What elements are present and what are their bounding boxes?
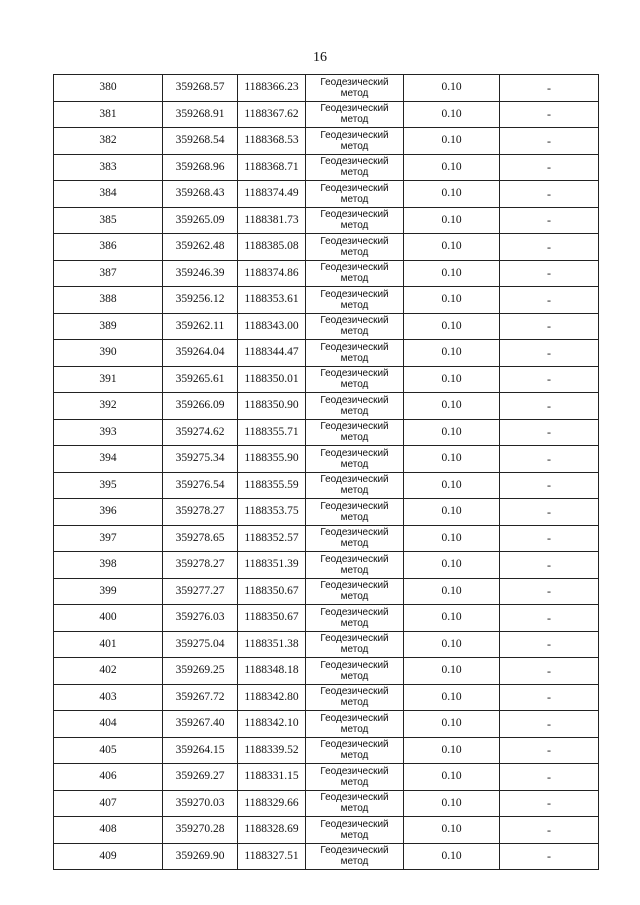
point-number-cell: 395: [54, 472, 163, 499]
method-cell: Геодезический метод: [306, 393, 404, 420]
description-cell: -: [500, 658, 599, 685]
accuracy-cell: 0.10: [404, 790, 500, 817]
method-cell: Геодезический метод: [306, 790, 404, 817]
point-number-cell: 409: [54, 843, 163, 870]
point-number-cell: 404: [54, 711, 163, 738]
table-row: [54, 366, 599, 393]
point-number-cell: 381: [54, 101, 163, 128]
description-cell: -: [500, 366, 599, 393]
method-cell: Геодезический метод: [306, 260, 404, 287]
y-coordinate-cell: 1188381.73: [238, 207, 306, 234]
point-number-cell: 384: [54, 181, 163, 208]
table-row: [54, 154, 599, 181]
accuracy-cell: 0.10: [404, 287, 500, 314]
description-cell: -: [500, 446, 599, 473]
method-cell: Геодезический метод: [306, 287, 404, 314]
method-cell: Геодезический метод: [306, 419, 404, 446]
page-number: 16: [313, 50, 327, 65]
accuracy-cell: 0.10: [404, 128, 500, 155]
x-coordinate-cell: 359275.34: [163, 446, 238, 473]
point-number-cell: 408: [54, 817, 163, 844]
coordinates-table: [53, 74, 599, 870]
method-cell: Геодезический метод: [306, 181, 404, 208]
accuracy-cell: 0.10: [404, 101, 500, 128]
y-coordinate-cell: 1188339.52: [238, 737, 306, 764]
description-cell: -: [500, 605, 599, 632]
x-coordinate-cell: 359276.54: [163, 472, 238, 499]
table-row: [54, 711, 599, 738]
description-cell: -: [500, 260, 599, 287]
description-cell: -: [500, 631, 599, 658]
point-number-cell: 385: [54, 207, 163, 234]
x-coordinate-cell: 359270.03: [163, 790, 238, 817]
accuracy-cell: 0.10: [404, 366, 500, 393]
x-coordinate-cell: 359266.09: [163, 393, 238, 420]
method-cell: Геодезический метод: [306, 446, 404, 473]
y-coordinate-cell: 1188331.15: [238, 764, 306, 791]
description-cell: -: [500, 181, 599, 208]
point-number-cell: 397: [54, 525, 163, 552]
table-row: [54, 393, 599, 420]
x-coordinate-cell: 359268.91: [163, 101, 238, 128]
y-coordinate-cell: 1188329.66: [238, 790, 306, 817]
accuracy-cell: 0.10: [404, 181, 500, 208]
x-coordinate-cell: 359275.04: [163, 631, 238, 658]
accuracy-cell: 0.10: [404, 340, 500, 367]
table-row: [54, 472, 599, 499]
point-number-cell: 402: [54, 658, 163, 685]
method-cell: Геодезический метод: [306, 525, 404, 552]
table-row: [54, 790, 599, 817]
y-coordinate-cell: 1188350.67: [238, 578, 306, 605]
y-coordinate-cell: 1188328.69: [238, 817, 306, 844]
method-cell: Геодезический метод: [306, 764, 404, 791]
table-row: [54, 605, 599, 632]
point-number-cell: 390: [54, 340, 163, 367]
method-cell: Геодезический метод: [306, 552, 404, 579]
accuracy-cell: 0.10: [404, 737, 500, 764]
method-cell: Геодезический метод: [306, 234, 404, 261]
table-row: [54, 207, 599, 234]
method-cell: Геодезический метод: [306, 817, 404, 844]
accuracy-cell: 0.10: [404, 552, 500, 579]
description-cell: -: [500, 207, 599, 234]
y-coordinate-cell: 1188355.71: [238, 419, 306, 446]
description-cell: -: [500, 340, 599, 367]
accuracy-cell: 0.10: [404, 207, 500, 234]
y-coordinate-cell: 1188343.00: [238, 313, 306, 340]
description-cell: -: [500, 525, 599, 552]
y-coordinate-cell: 1188368.71: [238, 154, 306, 181]
accuracy-cell: 0.10: [404, 631, 500, 658]
x-coordinate-cell: 359267.40: [163, 711, 238, 738]
accuracy-cell: 0.10: [404, 419, 500, 446]
x-coordinate-cell: 359262.11: [163, 313, 238, 340]
y-coordinate-cell: 1188355.90: [238, 446, 306, 473]
table-row: [54, 234, 599, 261]
table-row: [54, 684, 599, 711]
x-coordinate-cell: 359265.09: [163, 207, 238, 234]
accuracy-cell: 0.10: [404, 605, 500, 632]
table-row: [54, 578, 599, 605]
y-coordinate-cell: 1188350.67: [238, 605, 306, 632]
table-row: [54, 75, 599, 102]
point-number-cell: 403: [54, 684, 163, 711]
method-cell: Геодезический метод: [306, 658, 404, 685]
table-row: [54, 419, 599, 446]
method-cell: Геодезический метод: [306, 472, 404, 499]
description-cell: -: [500, 393, 599, 420]
description-cell: -: [500, 552, 599, 579]
accuracy-cell: 0.10: [404, 711, 500, 738]
description-cell: -: [500, 287, 599, 314]
y-coordinate-cell: 1188374.49: [238, 181, 306, 208]
table-row: [54, 128, 599, 155]
description-cell: -: [500, 128, 599, 155]
point-number-cell: 393: [54, 419, 163, 446]
point-number-cell: 398: [54, 552, 163, 579]
table-row: [54, 340, 599, 367]
table-row: [54, 525, 599, 552]
point-number-cell: 407: [54, 790, 163, 817]
table-row: [54, 287, 599, 314]
point-number-cell: 387: [54, 260, 163, 287]
accuracy-cell: 0.10: [404, 393, 500, 420]
x-coordinate-cell: 359276.03: [163, 605, 238, 632]
table-row: [54, 446, 599, 473]
table-row: [54, 843, 599, 870]
x-coordinate-cell: 359269.27: [163, 764, 238, 791]
accuracy-cell: 0.10: [404, 234, 500, 261]
y-coordinate-cell: 1188350.90: [238, 393, 306, 420]
y-coordinate-cell: 1188385.08: [238, 234, 306, 261]
description-cell: -: [500, 790, 599, 817]
table-row: [54, 499, 599, 526]
y-coordinate-cell: 1188350.01: [238, 366, 306, 393]
description-cell: -: [500, 101, 599, 128]
point-number-cell: 380: [54, 75, 163, 102]
y-coordinate-cell: 1188352.57: [238, 525, 306, 552]
accuracy-cell: 0.10: [404, 525, 500, 552]
accuracy-cell: 0.10: [404, 764, 500, 791]
y-coordinate-cell: 1188353.61: [238, 287, 306, 314]
coordinates-table-body: [54, 75, 599, 870]
point-number-cell: 386: [54, 234, 163, 261]
method-cell: Геодезический метод: [306, 128, 404, 155]
point-number-cell: 391: [54, 366, 163, 393]
description-cell: -: [500, 764, 599, 791]
point-number-cell: 400: [54, 605, 163, 632]
method-cell: Геодезический метод: [306, 154, 404, 181]
x-coordinate-cell: 359268.54: [163, 128, 238, 155]
table-row: [54, 817, 599, 844]
point-number-cell: 382: [54, 128, 163, 155]
table-row: [54, 658, 599, 685]
x-coordinate-cell: 359268.96: [163, 154, 238, 181]
point-number-cell: 399: [54, 578, 163, 605]
x-coordinate-cell: 359278.27: [163, 499, 238, 526]
y-coordinate-cell: 1188351.38: [238, 631, 306, 658]
y-coordinate-cell: 1188351.39: [238, 552, 306, 579]
description-cell: -: [500, 313, 599, 340]
description-cell: -: [500, 499, 599, 526]
table-row: [54, 181, 599, 208]
method-cell: Геодезический метод: [306, 75, 404, 102]
y-coordinate-cell: 1188344.47: [238, 340, 306, 367]
method-cell: Геодезический метод: [306, 684, 404, 711]
table-row: [54, 552, 599, 579]
y-coordinate-cell: 1188367.62: [238, 101, 306, 128]
x-coordinate-cell: 359278.27: [163, 552, 238, 579]
accuracy-cell: 0.10: [404, 446, 500, 473]
table-row: [54, 737, 599, 764]
table-row: [54, 101, 599, 128]
accuracy-cell: 0.10: [404, 154, 500, 181]
point-number-cell: 396: [54, 499, 163, 526]
x-coordinate-cell: 359269.25: [163, 658, 238, 685]
accuracy-cell: 0.10: [404, 817, 500, 844]
accuracy-cell: 0.10: [404, 260, 500, 287]
point-number-cell: 383: [54, 154, 163, 181]
accuracy-cell: 0.10: [404, 684, 500, 711]
point-number-cell: 394: [54, 446, 163, 473]
x-coordinate-cell: 359274.62: [163, 419, 238, 446]
method-cell: Геодезический метод: [306, 737, 404, 764]
description-cell: -: [500, 711, 599, 738]
x-coordinate-cell: 359269.90: [163, 843, 238, 870]
method-cell: Геодезический метод: [306, 631, 404, 658]
method-cell: Геодезический метод: [306, 605, 404, 632]
x-coordinate-cell: 359268.43: [163, 181, 238, 208]
accuracy-cell: 0.10: [404, 75, 500, 102]
x-coordinate-cell: 359267.72: [163, 684, 238, 711]
y-coordinate-cell: 1188348.18: [238, 658, 306, 685]
y-coordinate-cell: 1188342.80: [238, 684, 306, 711]
point-number-cell: 392: [54, 393, 163, 420]
point-number-cell: 389: [54, 313, 163, 340]
x-coordinate-cell: 359256.12: [163, 287, 238, 314]
description-cell: -: [500, 684, 599, 711]
description-cell: -: [500, 154, 599, 181]
x-coordinate-cell: 359264.15: [163, 737, 238, 764]
accuracy-cell: 0.10: [404, 843, 500, 870]
x-coordinate-cell: 359278.65: [163, 525, 238, 552]
y-coordinate-cell: 1188353.75: [238, 499, 306, 526]
description-cell: -: [500, 75, 599, 102]
x-coordinate-cell: 359264.04: [163, 340, 238, 367]
point-number-cell: 388: [54, 287, 163, 314]
table-row: [54, 631, 599, 658]
method-cell: Геодезический метод: [306, 340, 404, 367]
description-cell: -: [500, 843, 599, 870]
description-cell: -: [500, 419, 599, 446]
description-cell: -: [500, 234, 599, 261]
description-cell: -: [500, 472, 599, 499]
method-cell: Геодезический метод: [306, 499, 404, 526]
table-row: [54, 260, 599, 287]
y-coordinate-cell: 1188355.59: [238, 472, 306, 499]
y-coordinate-cell: 1188342.10: [238, 711, 306, 738]
description-cell: -: [500, 578, 599, 605]
method-cell: Геодезический метод: [306, 366, 404, 393]
table-row: [54, 313, 599, 340]
accuracy-cell: 0.10: [404, 472, 500, 499]
method-cell: Геодезический метод: [306, 101, 404, 128]
accuracy-cell: 0.10: [404, 499, 500, 526]
method-cell: Геодезический метод: [306, 843, 404, 870]
method-cell: Геодезический метод: [306, 711, 404, 738]
point-number-cell: 401: [54, 631, 163, 658]
accuracy-cell: 0.10: [404, 658, 500, 685]
method-cell: Геодезический метод: [306, 207, 404, 234]
method-cell: Геодезический метод: [306, 313, 404, 340]
y-coordinate-cell: 1188366.23: [238, 75, 306, 102]
description-cell: -: [500, 737, 599, 764]
point-number-cell: 406: [54, 764, 163, 791]
x-coordinate-cell: 359262.48: [163, 234, 238, 261]
y-coordinate-cell: 1188327.51: [238, 843, 306, 870]
method-cell: Геодезический метод: [306, 578, 404, 605]
x-coordinate-cell: 359265.61: [163, 366, 238, 393]
y-coordinate-cell: 1188368.53: [238, 128, 306, 155]
y-coordinate-cell: 1188374.86: [238, 260, 306, 287]
x-coordinate-cell: 359277.27: [163, 578, 238, 605]
x-coordinate-cell: 359268.57: [163, 75, 238, 102]
description-cell: -: [500, 817, 599, 844]
accuracy-cell: 0.10: [404, 578, 500, 605]
table-row: [54, 764, 599, 791]
x-coordinate-cell: 359246.39: [163, 260, 238, 287]
x-coordinate-cell: 359270.28: [163, 817, 238, 844]
point-number-cell: 405: [54, 737, 163, 764]
accuracy-cell: 0.10: [404, 313, 500, 340]
